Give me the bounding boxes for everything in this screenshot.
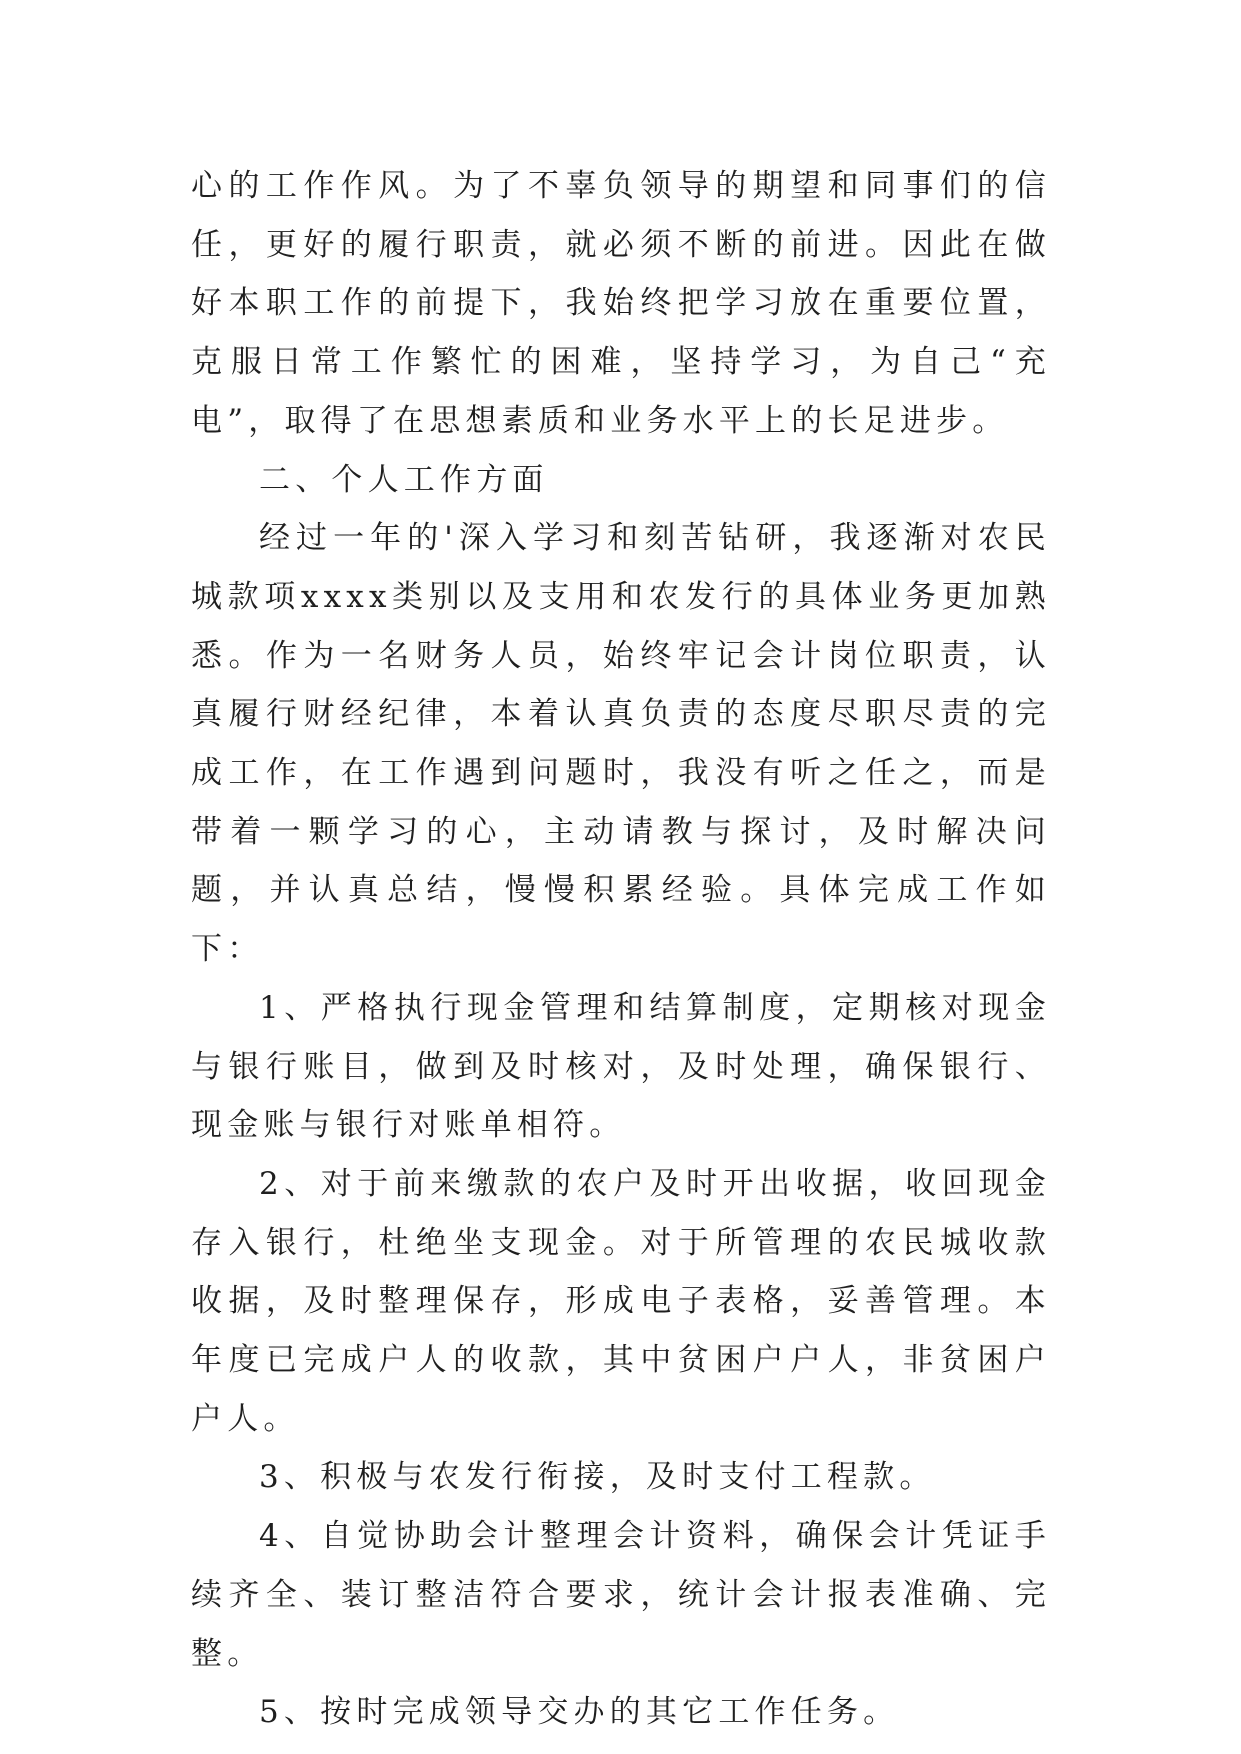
list-item-4: 4、自觉协助会计整理会计资料，确保会计凭证手续齐全、装订整洁符合要求，统计会计报表准确、完整。 <box>191 1518 1051 1672</box>
list-item-3: 3、积极与农发行衔接，及时支付工程款。 <box>259 1459 936 1496</box>
list-item-1: 1、严格执行现金管理和结算制度，定期核对现金与银行账目，做到及时核对，及时处理，确保银行、现金账与银行对账单相符。 <box>191 989 1051 1144</box>
document-body <box>191 157 1051 1742</box>
list-item-2: 2、对于前来缴款的农户及时开出收据，收回现金存入银行，杜绝坐支现金。对于所管理的农民城收款收据，及时整理保存，形成电子表格，妥善管理。本年度已完成户人的收款，其中贫困户户人，非贫困户户人。 <box>191 1165 1051 1437</box>
section-heading-personal-work: 二、个人工作方面 <box>259 461 549 498</box>
work-summary-paragraph: 经过一年的'深入学习和刻苦钻研，我逐渐对农民城款项xxxx类别以及支用和农发行的具体业务更加熟悉。作为一名财务人员，始终牢记会计岗位职责，认真履行财经纪律，本着认真负责的态度尽职尽责的完成工作，在工作遇到问题时，我没有听之任之，而是带着一颗学习的心，主动请教与探讨，及时解决问题，并认真总结，慢慢积累经验。具体完成工作如下： <box>191 520 1051 968</box>
intro-paragraph: 心的工作作风。为了不辜负领导的期望和同事们的信任，更好的履行职责，就必须不断的前进。因此在做好本职工作的前提下，我始终把学习放在重要位置，克服日常工作繁忙的困难，坚持学习，为自己“充电”，取得了在思想素质和业务水平上的长足进步。 <box>191 168 1051 439</box>
list-item-5: 5、按时完成领导交办的其它工作任务。 <box>259 1694 900 1731</box>
